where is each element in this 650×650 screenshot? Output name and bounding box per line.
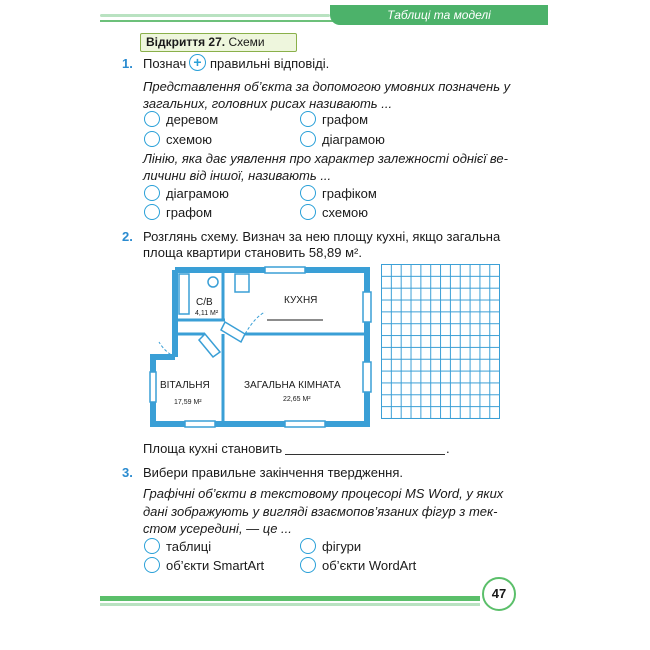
q3-line2: дані зображують у вигляді взаємопов’язаних фігур з тек- [143,504,498,519]
q2-line2: площа квартири становить 58,89 м². [143,245,362,260]
plan-living-area: 17,59 М² [174,399,202,406]
q1-p1-line1: Представлення об’єкта за допомогою умовних позначень у [143,79,511,94]
squared-grid [381,264,500,419]
q3-instruction: Вибери правильне закінчення твердження. [143,465,403,480]
footer-accent-line [100,603,480,606]
q1-p1-line2: загальних, головних рисах називають ... [143,96,393,111]
q1-p1-option-1-label: деревом [166,112,219,127]
plan-common-label: ЗАГАЛЬНА КІМНАТА [244,380,341,391]
q1-number: 1. [122,56,133,71]
q1-p2-option-2-label: графіком [322,186,377,201]
q1-p2-line1: Лінію, яка дає уявлення про характер залежності однієї ве- [143,151,508,166]
q2-answer-prefix: Площа кухні становить [143,441,283,456]
q2-answer-suffix: . [446,441,450,456]
discovery-box [140,33,297,52]
plus-circle-icon: + [189,54,206,71]
q1-p2-option-1-label: діаграмою [166,186,229,201]
q1-p1-option-4-radio[interactable] [300,131,316,147]
plan-living-label: ВІТАЛЬНЯ [160,380,210,391]
q1-p1-option-3-label: схемою [166,132,213,147]
plan-bathroom-label: С/В [196,297,213,308]
q2-number: 2. [122,229,133,244]
q3-option-3-radio[interactable] [144,557,160,573]
plan-bathroom-area: 4,11 М² [195,310,219,317]
q1-p1-option-2-label: графом [322,112,369,127]
q1-p1-option-3-radio[interactable] [144,131,160,147]
discovery-label: Відкриття 27. [146,35,226,49]
q1-p2-line2: личини від іншої, називають ... [143,168,332,183]
q1-p1-option-2-radio[interactable] [300,111,316,127]
q1-instruction-before: Познач [143,56,187,71]
q3-option-4-label: об’єкти WordArt [322,558,417,573]
q1-p2-option-4-label: схемою [322,205,369,220]
q1-p1-option-4-label: діаграмою [322,132,385,147]
q1-p2-option-2-radio[interactable] [300,185,316,201]
q1-p2-option-3-radio[interactable] [144,204,160,220]
q2-answer-field[interactable] [285,454,445,455]
page-number: 47 [482,577,516,611]
q1-p1-option-1-radio[interactable] [144,111,160,127]
header-accent-line [100,14,330,17]
q3-option-3-label: об’єкти SmartArt [166,558,265,573]
q3-number: 3. [122,465,133,480]
q3-option-4-radio[interactable] [300,557,316,573]
q3-option-2-radio[interactable] [300,538,316,554]
apartment-floor-plan [145,262,377,432]
q3-option-2-label: фігури [322,539,362,554]
q3-option-1-label: таблиці [166,539,212,554]
plan-kitchen-label: КУХНЯ [284,295,318,306]
plan-common-area: 22,65 М² [283,396,311,403]
q3-line3: стом усередині, — це ... [143,521,292,536]
q1-p2-option-4-radio[interactable] [300,204,316,220]
q3-line1: Графічні об’єкти в текстовому процесорі MS Word, у яких [143,486,504,501]
q3-option-1-radio[interactable] [144,538,160,554]
q2-line1: Розглянь схему. Визнач за нею площу кухні, якщо загальна [143,229,501,244]
discovery-topic: Схеми [228,35,265,49]
footer-rule [100,596,480,601]
q1-p2-option-1-radio[interactable] [144,185,160,201]
q1-instruction-after: правильні відповіді. [210,56,330,71]
section-title: Таблиці та моделі [330,5,548,25]
q1-p2-option-3-label: графом [166,205,213,220]
